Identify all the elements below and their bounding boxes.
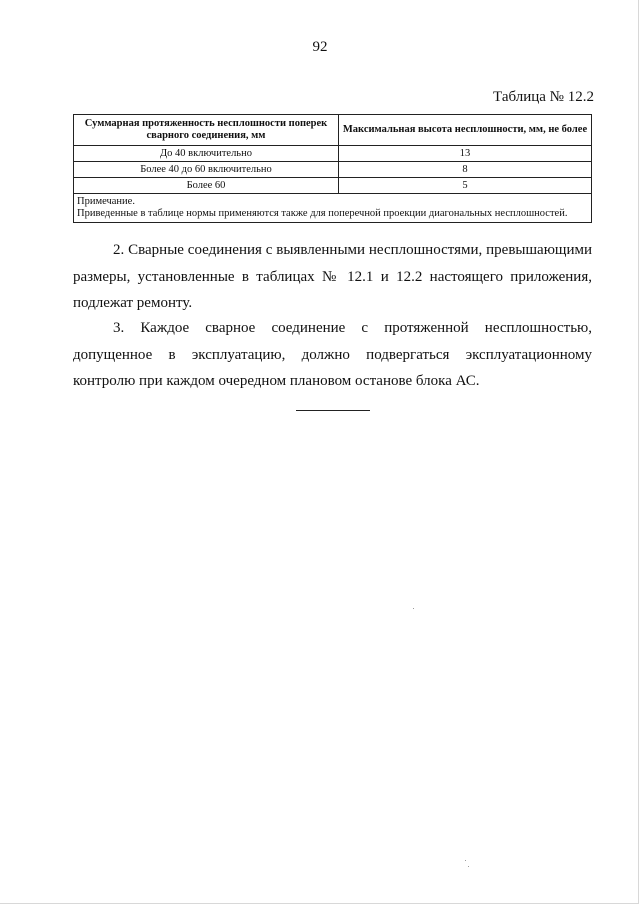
paragraph-inspection-text: 3. Каждое сварное соединение с протяженной несплошностью, допущенное в эксплуатацию, должно подвергаться эксплуатационному контролю при каждом очередном плановом останове блока АС. (73, 320, 592, 389)
table-cell-height: 5 (339, 178, 592, 194)
table-cell-height: 13 (339, 146, 592, 162)
paragraph-inspection (73, 315, 592, 395)
table-header-row (74, 115, 592, 146)
table-header-length: Суммарная протяженность несплошности поперек сварного соединения, мм (74, 115, 339, 146)
table-cell-height: 8 (339, 162, 592, 178)
table-header-height: Максимальная высота несплошности, мм, не более (339, 115, 592, 146)
page-number: 92 (312, 39, 328, 55)
norms-table (73, 114, 592, 223)
table-row (74, 178, 592, 194)
table-note-text: Приведенные в таблице нормы применяются также для поперечной проекции диагональных несплошностей. (77, 208, 568, 219)
table-cell-length: Более 40 до 60 включительно (74, 162, 339, 178)
closing-divider (296, 410, 370, 411)
scan-speck (465, 860, 466, 861)
table-caption: Таблица № 12.2 (493, 89, 594, 105)
table-note-title: Примечание. (77, 196, 135, 207)
paragraph-repair (73, 237, 592, 317)
table-row (74, 162, 592, 178)
table-cell-length: Более 60 (74, 178, 339, 194)
table-cell-length: До 40 включительно (74, 146, 339, 162)
paragraph-repair-text: 2. Сварные соединения с выявленными несплошностями, превышающими размеры, установленные в таблицах № 12.1 и 12.2 настоящего приложения, подлежат ремонту. (73, 242, 592, 311)
scan-speck (413, 608, 414, 609)
scan-speck (468, 866, 469, 867)
table-row (74, 146, 592, 162)
table-note-row (74, 194, 592, 223)
table-note-cell (74, 194, 592, 223)
